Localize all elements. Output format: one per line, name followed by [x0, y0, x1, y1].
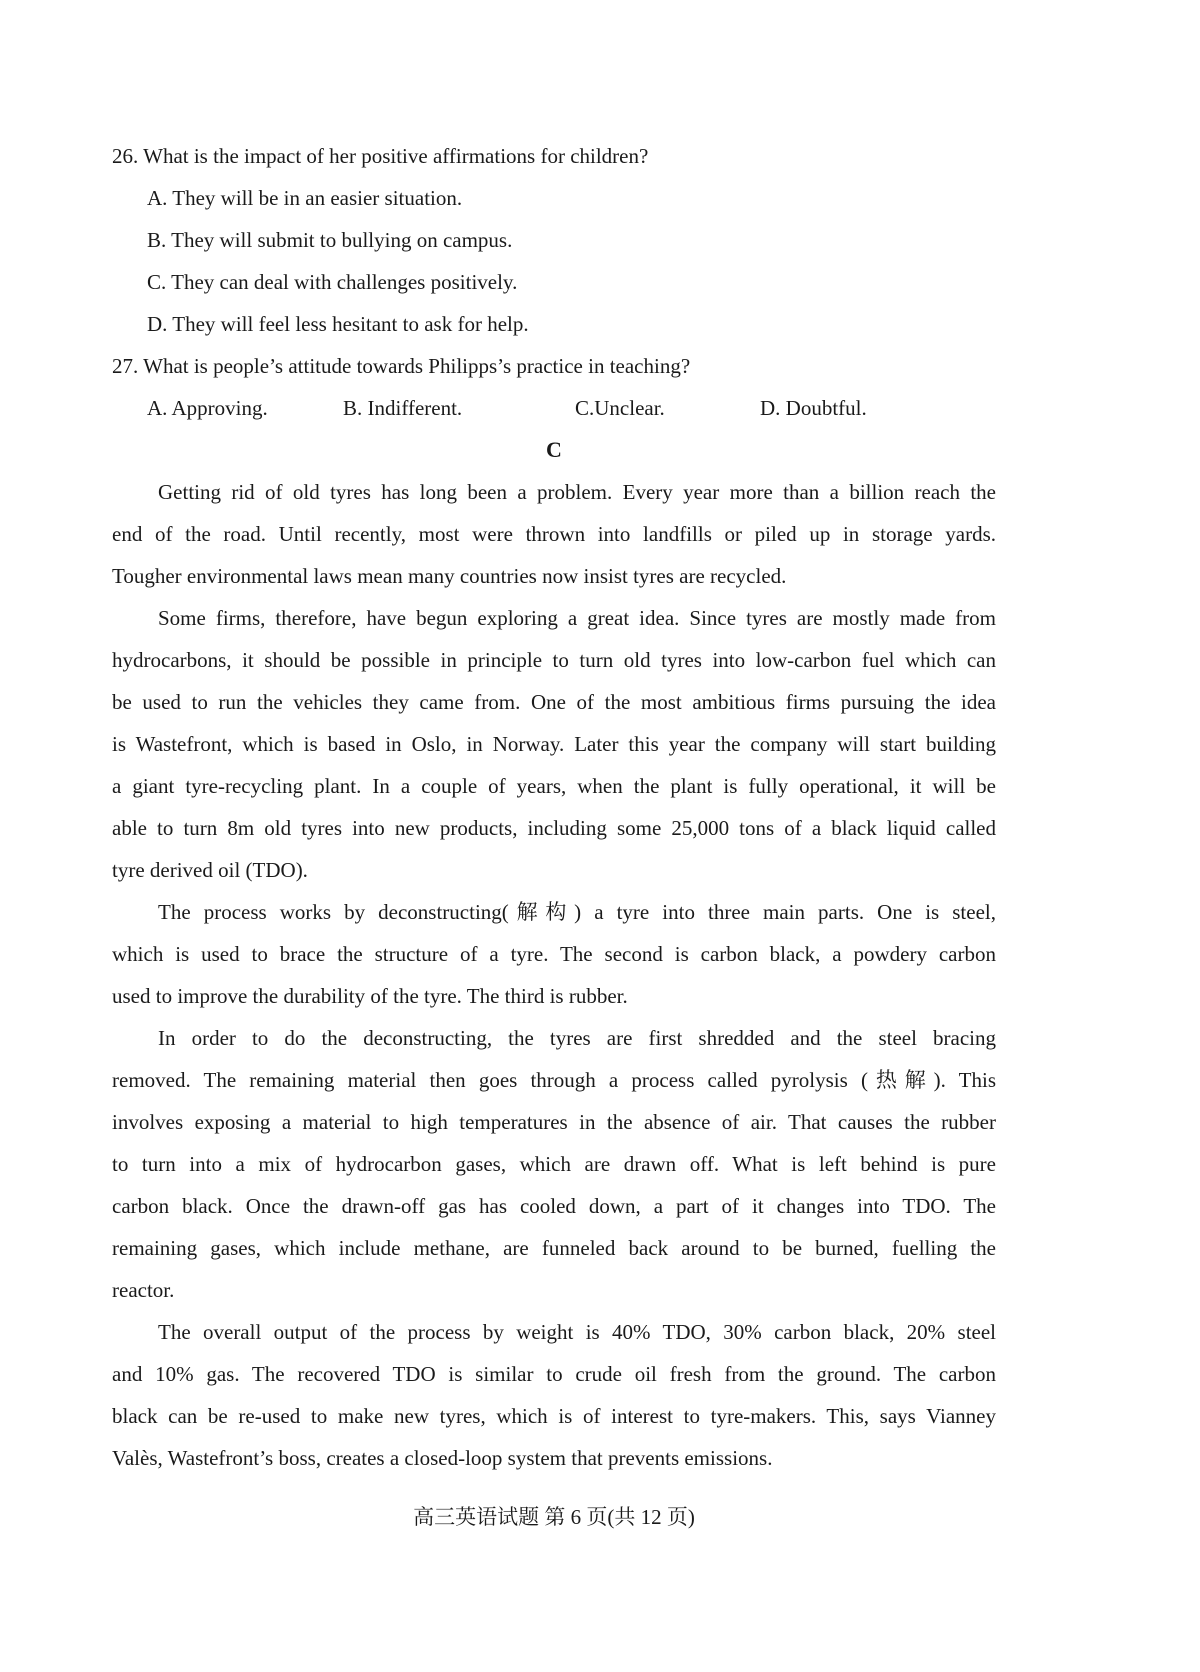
- question-27: 27. What is people’s attitude towards Philipps’s practice in teaching?: [112, 354, 691, 378]
- question-26: 26. What is the impact of her positive affirmations for children?: [112, 144, 649, 168]
- paragraph-line: involves exposing a material to high temperatures in the absence of air. That causes the rubber: [112, 1110, 996, 1134]
- paragraph-line: Getting rid of old tyres has long been a problem. Every year more than a billion reach the: [158, 480, 996, 504]
- page-footer: 高三英语试题 第 6 页(共 12 页): [413, 1505, 695, 1529]
- paragraph-line: Some firms, therefore, have begun exploring a great idea. Since tyres are mostly made from: [158, 606, 996, 630]
- paragraph-line: Valès, Wastefront’s boss, creates a closed-loop system that prevents emissions.: [112, 1446, 773, 1470]
- paragraph-line: able to turn 8m old tyres into new products, including some 25,000 tons of a black liquid called: [112, 816, 996, 840]
- paragraph-line: The overall output of the process by weight is 40% TDO, 30% carbon black, 20% steel: [158, 1320, 996, 1344]
- paragraph-line: In order to do the deconstructing, the tyres are first shredded and the steel bracing: [158, 1026, 996, 1050]
- paragraph-line: a giant tyre-recycling plant. In a couple of years, when the plant is fully operational, it will be: [112, 774, 996, 798]
- paragraph-line: tyre derived oil (TDO).: [112, 858, 308, 882]
- paragraph-line: and 10% gas. The recovered TDO is similar to crude oil fresh from the ground. The carbon: [112, 1362, 996, 1386]
- question-26-option-d: D. They will feel less hesitant to ask for help.: [147, 312, 529, 336]
- paragraph-line: hydrocarbons, it should be possible in principle to turn old tyres into low-carbon fuel which can: [112, 648, 996, 672]
- question-26-option-b: B. They will submit to bullying on campus.: [147, 228, 513, 252]
- question-27-option-c: C.Unclear.: [575, 396, 665, 420]
- question-26-option-c: C. They can deal with challenges positively.: [147, 270, 518, 294]
- paragraph-line: remaining gases, which include methane, are funneled back around to be burned, fuelling the: [112, 1236, 996, 1260]
- question-27-option-a: A. Approving.: [147, 396, 268, 420]
- question-27-option-b: B. Indifferent.: [343, 396, 463, 420]
- section-label: C: [546, 437, 562, 462]
- paragraph-line: which is used to brace the structure of a tyre. The second is carbon black, a powdery carbon: [112, 942, 996, 966]
- paragraph-line: end of the road. Until recently, most were thrown into landfills or piled up in storage yards.: [112, 522, 996, 546]
- question-27-option-d: D. Doubtful.: [760, 396, 867, 420]
- paragraph-line: be used to run the vehicles they came from. One of the most ambitious firms pursuing the idea: [112, 690, 996, 714]
- paragraph-line: used to improve the durability of the tyre. The third is rubber.: [112, 984, 628, 1008]
- paragraph-line: The process works by deconstructing(解构) a tyre into three main parts. One is steel,: [158, 900, 996, 924]
- paragraph-line: to turn into a mix of hydrocarbon gases, which are drawn off. What is left behind is pure: [112, 1152, 996, 1176]
- paragraph-line: is Wastefront, which is based in Oslo, in Norway. Later this year the company will start building: [112, 732, 996, 756]
- paragraph-line: black can be re-used to make new tyres, which is of interest to tyre-makers. This, says Vianney: [112, 1404, 996, 1428]
- paragraph-line: carbon black. Once the drawn-off gas has cooled down, a part of it changes into TDO. The: [112, 1194, 996, 1218]
- question-26-option-a: A. They will be in an easier situation.: [147, 186, 463, 210]
- paragraph-line: removed. The remaining material then goes through a process called pyrolysis (热解). This: [112, 1068, 996, 1092]
- paragraph-line: Tougher environmental laws mean many countries now insist tyres are recycled.: [112, 564, 787, 588]
- paragraph-line: reactor.: [112, 1278, 175, 1302]
